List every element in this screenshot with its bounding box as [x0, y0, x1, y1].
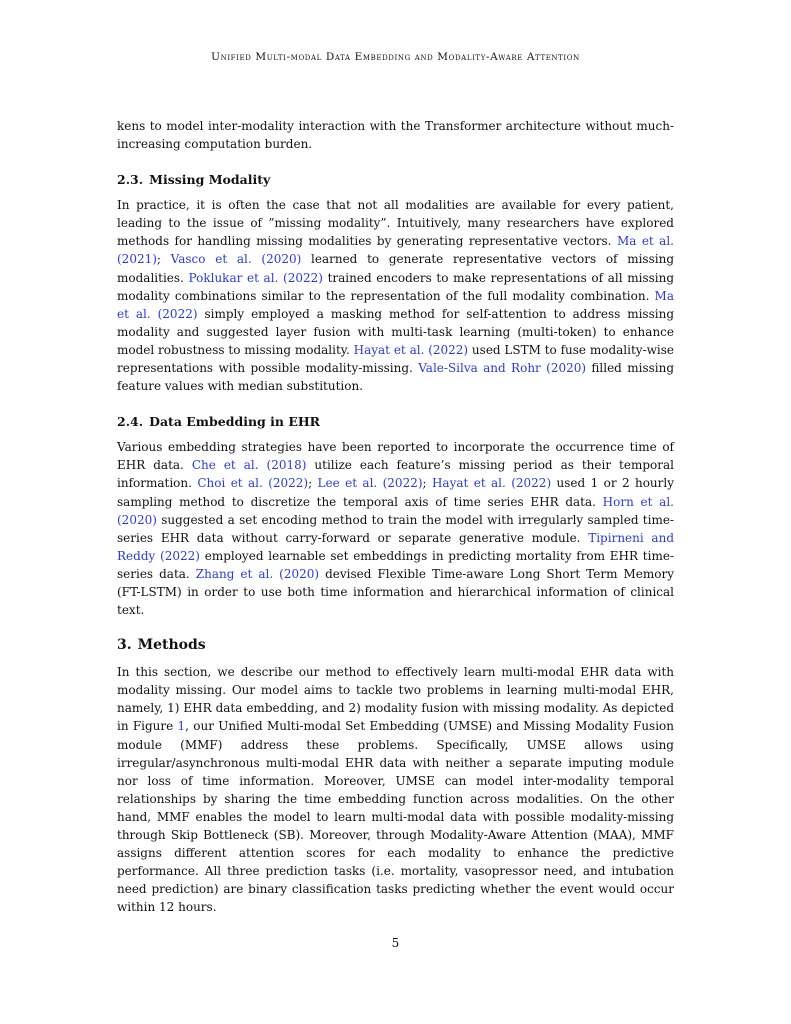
figure-reference-link[interactable]: 1: [177, 719, 186, 734]
citation-link[interactable]: Zhang et al. (2020): [195, 566, 320, 581]
section-2-3-heading: [117, 171, 674, 189]
section-2-4-paragraph: Various embedding strategies have been reported to incorporate the occurrence time of EHR data. Che et al. (2018) utilize each feature’s missing period as their temporal information. Choi et al. (2022); Lee et al. (2022); Hayat et al. (2022) used 1 or 2 hourly sampling method to discretize the temporal axis of time series EHR data. Horn et al. (2020) suggested a set encoding method to train the model with irregularly sampled time-series EHR data without carry-forward or separate generative module. Tipirneni and Reddy (2022) employed learnable set embeddings in predicting mortality from EHR time-series data. Zhang et al. (2020) devised Flexible Time-aware Long Short Term Memory (FT-LSTM) in order to use both time information and hierarchical information of clinical text.: [117, 440, 675, 618]
section-3-paragraph: In this section, we describe our method to effectively learn multi-modal EHR data with modality missing. Our model aims to tackle two problems in learning multi-modal EHR, namely, 1) EHR data embedding, and 2) modality fusion with missing modality. As depicted in Figure 1, our Unified Multi-modal Set Embedding (UMSE) and Missing Modality Fusion module (MMF) address these problems. Specifically, UMSE allows using irregular/asynchronous multi-modal EHR data with neither a separate imputing module nor loss of time information. Moreover, UMSE can model inter-modality temporal relationships by sharing the time embedding function across modalities. On the other hand, MMF enables the model to learn multi-modal data with possible modality-missing through Skip Bottleneck (SB). Moreover, through Modality-Aware Attention (MAA), MMF assigns different attention scores for each modality to enhance the predictive performance. All three prediction tasks (i.e. mortality, vasopressor need, and intubation need prediction) are binary classification tasks predicting whether the event would occur within 12 hours.: [117, 665, 675, 915]
section-title: Data Embedding in EHR: [149, 414, 321, 430]
citation-link[interactable]: Lee et al. (2022): [317, 476, 423, 491]
section-number: 2.3.: [117, 172, 144, 188]
citation-link[interactable]: Horn et al. (2020): [117, 494, 674, 527]
citation-link[interactable]: Hayat et al. (2022): [431, 476, 552, 491]
citation-link[interactable]: Choi et al. (2022): [197, 476, 309, 491]
citation-link[interactable]: Che et al. (2018): [191, 458, 307, 473]
page-number: 5: [391, 936, 400, 950]
citation-link[interactable]: Vale-Silva and Rohr (2020): [418, 361, 587, 376]
intro-paragraph: kens to model inter-modality interaction with the Transformer architecture without much-increasing computation burden.: [117, 119, 674, 152]
section-2-4-heading: [117, 413, 674, 431]
running-head: Unified Multi-modal Data Embedding and Modality-Aware Attention: [211, 51, 580, 63]
section-title: Missing Modality: [149, 172, 271, 188]
citation-link[interactable]: Hayat et al. (2022): [353, 342, 469, 357]
citation-link[interactable]: Ma et al. (2021): [117, 234, 674, 267]
citation-link[interactable]: Ma et al. (2022): [117, 288, 674, 321]
section-number: 2.4.: [117, 414, 144, 430]
section-2-3-paragraph: In practice, it is often the case that not all modalities are available for every patient, leading to the issue of ”missing modality”. Intuitively, many researchers have explored methods for handling missing modalities by generating representative vectors. Ma et al. (2021); Vasco et al. (2020) learned to generate representative vectors of missing modalities. Poklukar et al. (2022) trained encoders to make representations of all missing modality combinations similar to the representation of the full modality combination. Ma et al. (2022) simply employed a masking method for self-attention to address missing modality and suggested layer fusion with multi-task learning (multi-token) to enhance model robustness to missing modality. Hayat et al. (2022) used LSTM to fuse modality-wise representations with possible modality-missing. Vale-Silva and Rohr (2020) filled missing feature values with median substitution.: [117, 198, 675, 394]
citation-link[interactable]: Tipirneni and Reddy (2022): [117, 530, 674, 563]
section-3-heading: [117, 635, 674, 655]
section-number: 3.: [117, 637, 132, 654]
citation-link[interactable]: Vasco et al. (2020): [170, 252, 302, 267]
section-title: Methods: [137, 637, 206, 654]
citation-link[interactable]: Poklukar et al. (2022): [188, 270, 323, 285]
paper-body: [117, 117, 674, 916]
